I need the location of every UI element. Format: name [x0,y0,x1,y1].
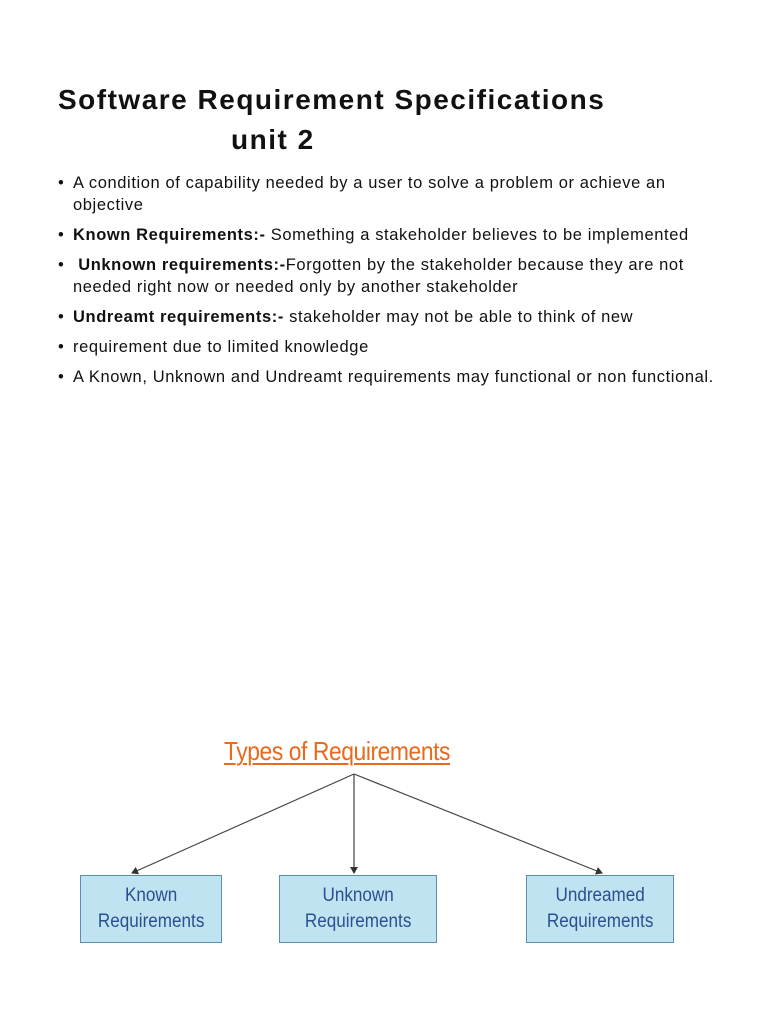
bullet-text: Forgotten by the stakeholder because they are not needed right now or needed only by another stakeholder [73,256,684,296]
bullet-item [58,366,718,388]
bullet-text: stakeholder may not be able to think of new [283,308,634,326]
bullet-item [58,172,718,216]
undreamed-requirements-node [526,875,674,943]
bullet-text: Something a stakeholder believes to be implemented [265,226,689,244]
arrow-to-known [132,774,354,873]
node-label-line-2: Requirements [546,911,654,932]
diagram-title: Types of Requirements [224,736,451,766]
bullet-item [58,224,718,246]
bullet-term: Known Requirements:- [73,226,266,244]
node-label-line-1: Known [124,885,178,906]
bullet-item [58,336,718,358]
bullet-term: Unknown requirements:- [78,256,286,274]
node-label-line-1: Undreamed [555,885,645,906]
bullet-list [58,172,718,396]
unknown-requirements-node [279,875,437,943]
bullet-text: A Known, Unknown and Undreamt requirements may functional or non functional. [73,368,714,386]
arrow-to-undreamed [354,774,602,873]
node-label-line-2: Requirements [97,911,205,932]
bullet-term: Undreamt requirements:- [73,308,284,326]
known-requirements-node [80,875,222,943]
node-label-line-1: Unknown [322,885,394,906]
node-label-line-2: Requirements [304,911,412,932]
requirements-diagram [76,732,680,962]
title-line-1: Software Requirement Specifications [58,84,606,115]
bullet-text: requirement due to limited knowledge [73,338,369,356]
title-line-2: unit 2 [231,124,315,155]
bullet-item [58,254,718,298]
page-title [58,80,678,160]
bullet-item [58,306,718,328]
bullet-text: A condition of capability needed by a user to solve a problem or achieve an objective [73,174,666,214]
